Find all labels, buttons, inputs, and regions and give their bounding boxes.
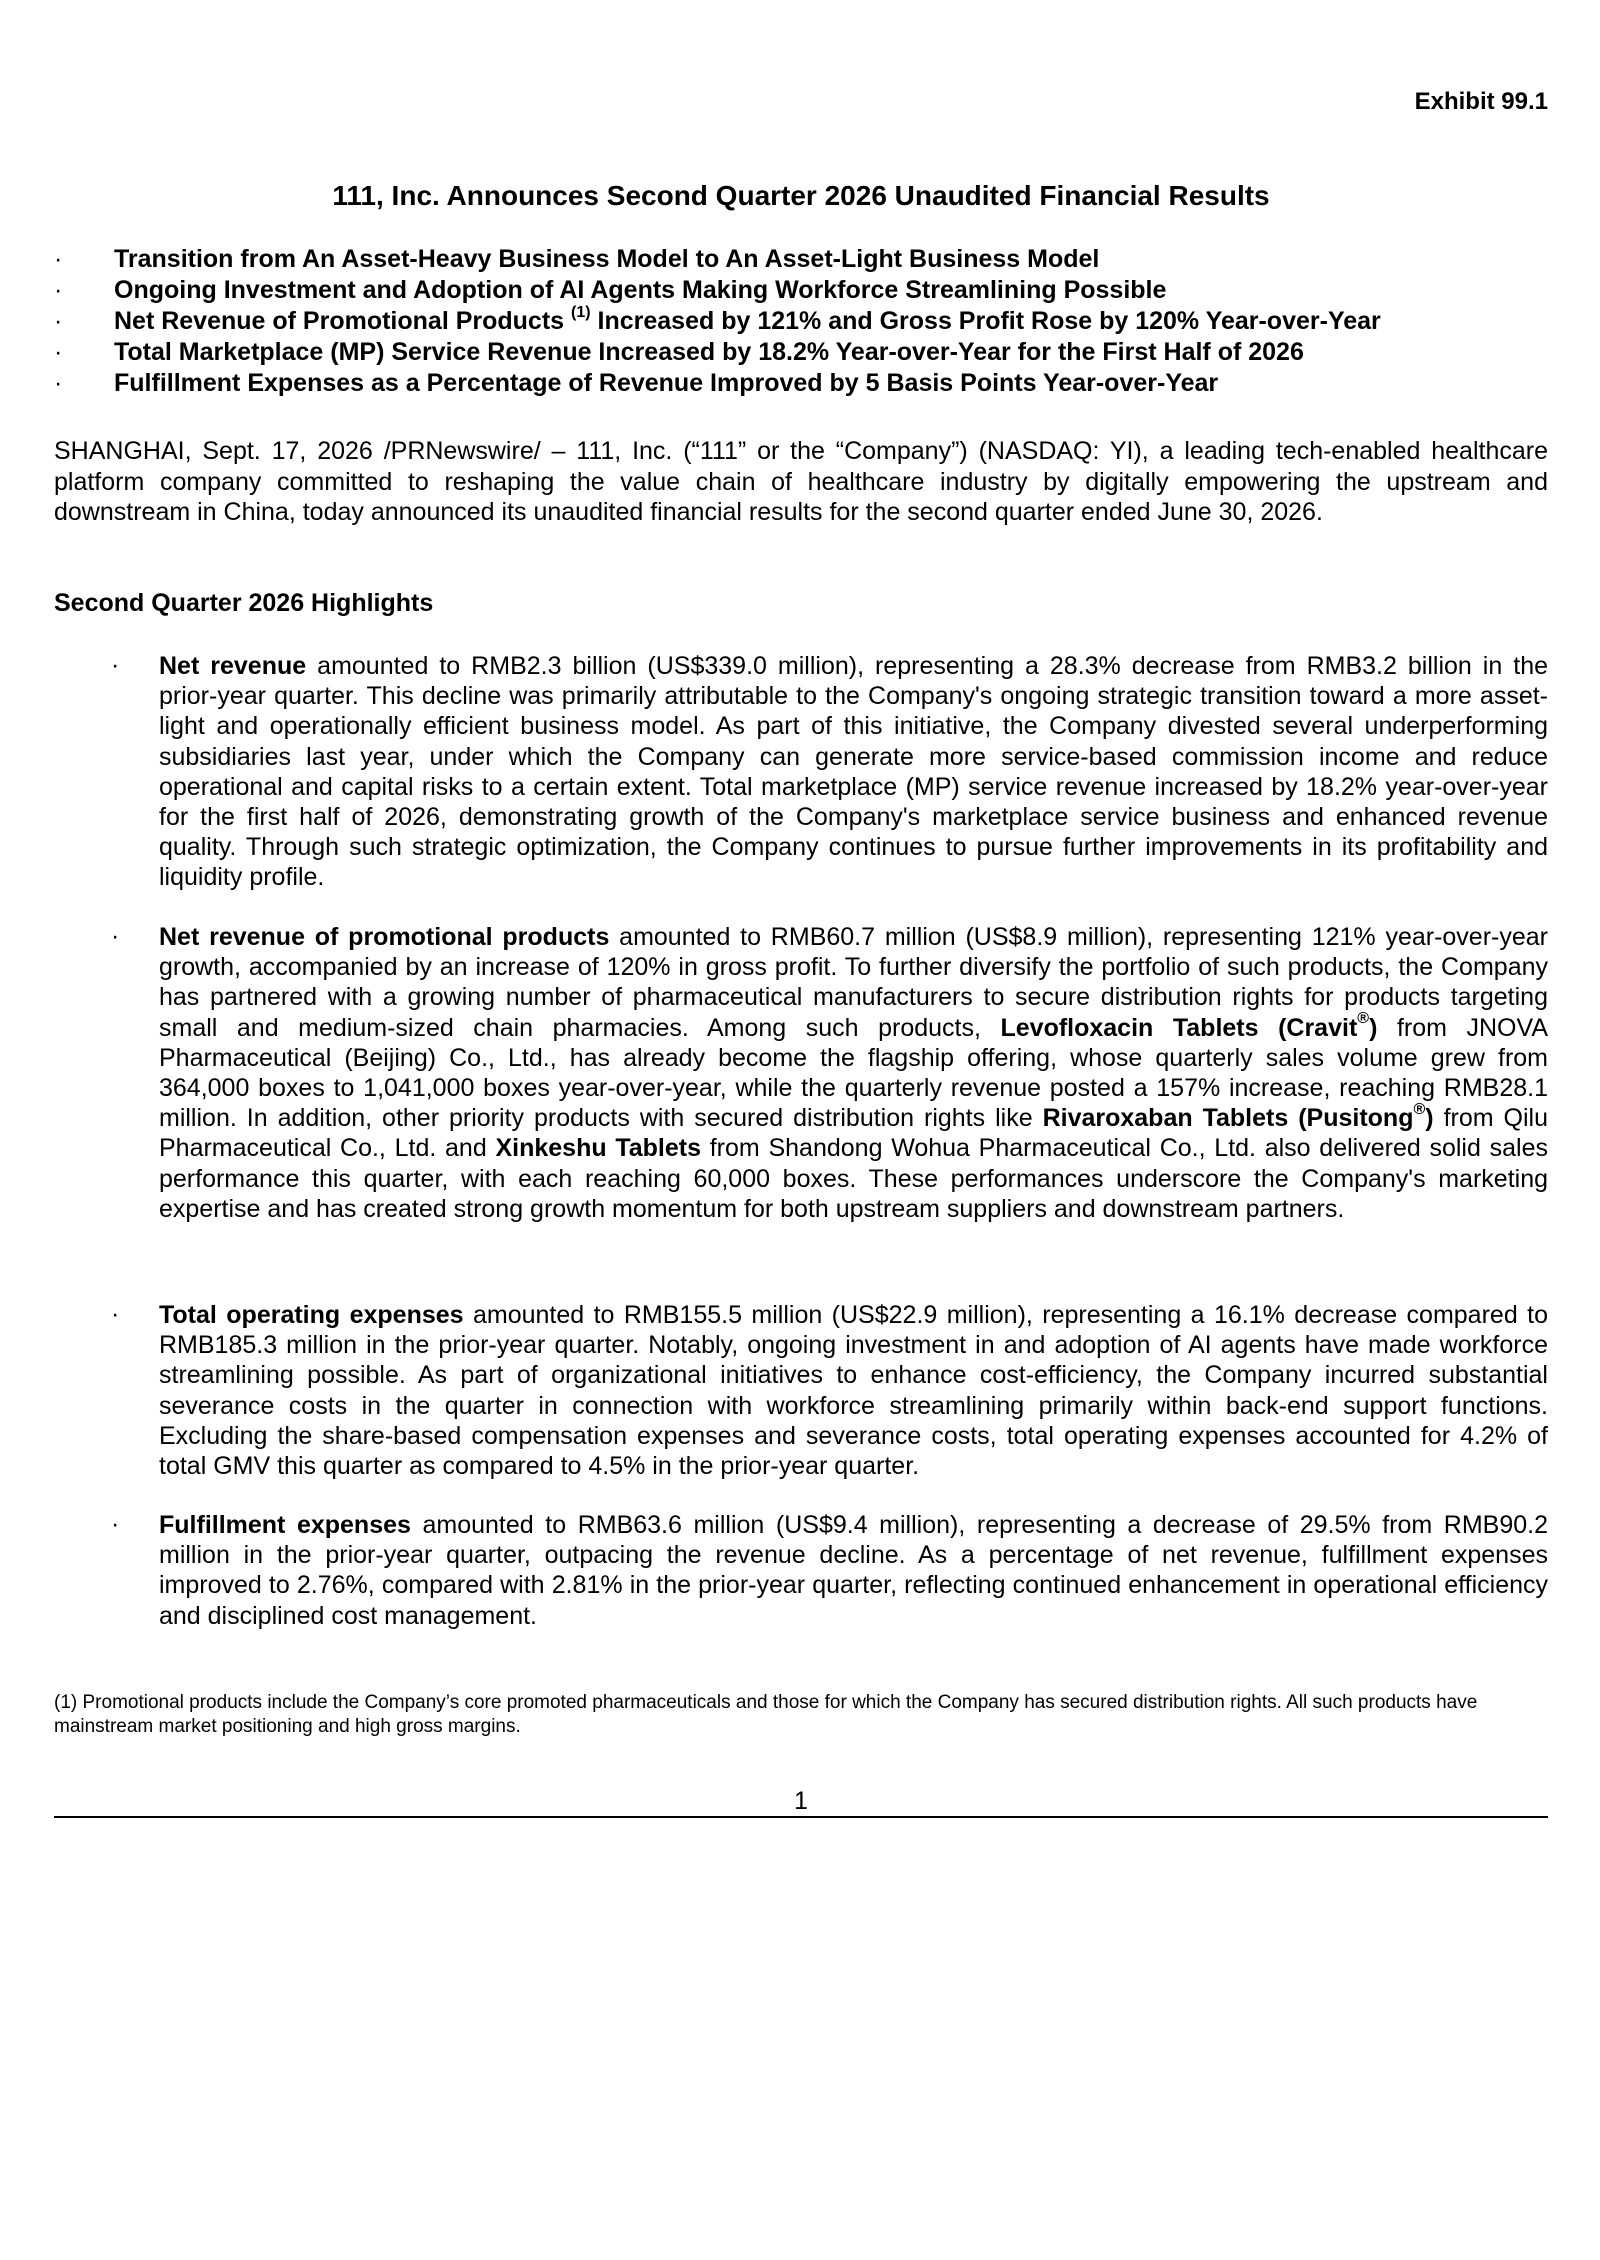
page-title: 111, Inc. Announces Second Quarter 2026 Unaudited Financial Results	[332, 180, 1270, 211]
key-point	[54, 337, 1548, 368]
document-page	[54, 0, 1548, 2260]
product-name	[1042, 1100, 1434, 1133]
bullet-glyph: ·	[54, 245, 63, 273]
key-point-text: Increased by 121% and Gross Profit Rose by 120% Year-over-Year	[590, 307, 1381, 335]
bullet-glyph: ·	[111, 1510, 120, 1538]
highlights-heading: Second Quarter 2026 Highlights	[54, 589, 434, 617]
highlight-label: Total operating expenses	[159, 1301, 464, 1329]
footer-rule	[54, 1816, 1548, 1818]
footnote-marker: (1)	[571, 303, 591, 321]
key-point-text: Fulfillment Expenses as a Percentage of Revenue Improved by 5 Basis Points Year-over-Year	[114, 369, 1219, 397]
highlight-promotional-products	[54, 922, 1548, 1224]
bullet-glyph: ·	[111, 651, 120, 679]
exhibit-label: Exhibit 99.1	[1414, 88, 1548, 115]
key-point	[54, 303, 1548, 337]
product-name: Xinkeshu Tablets	[495, 1134, 702, 1163]
highlight-paragraph	[159, 922, 1548, 1224]
bullet-glyph: ·	[111, 922, 120, 950]
bullet-glyph: ·	[54, 369, 63, 397]
bullet-glyph: ·	[54, 276, 63, 304]
bullet-glyph: ·	[111, 1300, 120, 1328]
product-name-text: Levofloxacin Tablets (Cravit	[1000, 1013, 1358, 1042]
highlight-paragraph	[159, 651, 1548, 893]
highlight-label: Fulfillment expenses	[159, 1511, 411, 1539]
highlight-net-revenue	[54, 651, 1548, 893]
highlight-text: amounted to RMB155.5 million (US$22.9 million), representing a 16.1% decrease compared to RMB185.3 million in the prior-year quarter. Notably, ongoing investment in and adoption of AI agents have made workforce streamlining possible. As part of organizational initiatives to enhance cost-efficiency, the Company incurred substantial severance costs in the quarter in connection with workforce streamlining primarily within back-end support functions. Excluding the share-based compensation expenses and severance costs, total operating expenses accounted for 4.2% of total GMV this quarter as compared to 4.5% in the prior-year quarter.	[159, 1301, 1548, 1481]
highlight-paragraph	[159, 1300, 1548, 1481]
product-name	[1000, 1010, 1378, 1042]
key-point-text: Net Revenue of Promotional Products	[114, 307, 572, 335]
key-point	[54, 244, 1548, 275]
highlight-label: Net revenue	[159, 652, 307, 680]
highlight-text: from Qilu Pharmaceutical Co., Ltd. and	[159, 1104, 1548, 1163]
highlight-fulfillment-expenses	[54, 1510, 1548, 1631]
highlight-text: amounted to RMB63.6 million (US$9.4 million), representing a decrease of 29.5% from RMB90.2 million in the prior-year quarter, outpacing the revenue decline. As a percentage of net revenue, fulfillment expenses improved to 2.76%, compared with 2.81% in the prior-year quarter, reflecting continued enhancement in operational efficiency and disciplined cost management.	[159, 1511, 1548, 1630]
key-point	[54, 368, 1548, 399]
product-name-text: Rivaroxaban Tablets (Pusitong	[1042, 1104, 1414, 1133]
registered-mark: ®	[1357, 1010, 1370, 1028]
highlight-text: amounted to RMB60.7 million (US$8.9 million), representing 121% year-over-year growth, accompanied by an increase of 120% in gross profit. To further diversify the portfolio of such products, the Company has partnered with a growing number of pharmaceutical manufacturers to secure distribution rights for products targeting small and medium-sized chain pharmacies. Among such products,	[159, 923, 1548, 1042]
highlight-text: amounted to RMB2.3 billion (US$339.0 million), representing a 28.3% decrease from RMB3.2 billion in the prior-year quarter. This decline was primarily attributable to the Company's ongoing strategic transition toward a more asset-light and operationally efficient business model. As part of this initiative, the Company divested several underperforming subsidiaries last year, under which the Company can generate more service-based commission income and reduce operational and capital risks to a certain extent. Total marketplace (MP) service revenue increased by 18.2% year-over-year for the first half of 2026, demonstrating growth of the Company's marketplace service business and enhanced revenue quality. Through such strategic optimization, the Company continues to pursue further improvements in its profitability and liquidity profile.	[159, 652, 1548, 892]
bullet-glyph: ·	[54, 307, 63, 335]
highlight-text: from Shandong Wohua Pharmaceutical Co., Ltd. also delivered solid sales performance this quarter, with each reaching 60,000 boxes. These performances underscore the Company's marketing expertise and has created strong growth momentum for both upstream suppliers and downstream partners.	[159, 1134, 1548, 1223]
highlight-text: from JNOVA Pharmaceutical (Beijing) Co., Ltd., has already become the flagship offering, whose quarterly sales volume grew from 364,000 boxes to 1,041,000 boxes year-over-year, while the quarterly revenue posted a 157% increase, reaching RMB28.1 million. In addition, other priority products with secured distribution rights like	[159, 1013, 1548, 1133]
highlight-label: Net revenue of promotional products	[159, 923, 610, 951]
key-point-text: Total Marketplace (MP) Service Revenue Increased by 18.2% Year-over-Year for the First Half of 2026	[114, 338, 1304, 366]
key-point	[54, 275, 1548, 306]
key-point-text: Transition from An Asset-Heavy Business Model to An Asset-Light Business Model	[114, 245, 1100, 273]
closing-paren: )	[1369, 1013, 1378, 1042]
key-points-list	[54, 244, 1548, 399]
registered-mark: ®	[1413, 1100, 1426, 1118]
closing-paren: )	[1425, 1104, 1434, 1133]
highlight-paragraph	[159, 1510, 1548, 1631]
bullet-glyph: ·	[54, 338, 63, 366]
intro-paragraph: SHANGHAI, Sept. 17, 2026 /PRNewswire/ – 111, Inc. (“111” or the “Company”) (NASDAQ: YI), a leading tech-enabled healthcare platform company committed to reshaping the value chain of healthcare industry by digitally empowering the upstream and downstream in China, today announced its unaudited financial results for the second quarter ended June 30, 2026.	[54, 437, 1548, 526]
key-point-text: Ongoing Investment and Adoption of AI Agents Making Workforce Streamlining Possible	[114, 276, 1167, 304]
footnote: (1) Promotional products include the Company’s core promoted pharmaceuticals and those for which the Company has secured distribution rights. All such products have mainstream market positioning and high gross margins.	[54, 1692, 1478, 1737]
highlight-operating-expenses	[54, 1300, 1548, 1481]
page-number: 1	[794, 1787, 808, 1815]
